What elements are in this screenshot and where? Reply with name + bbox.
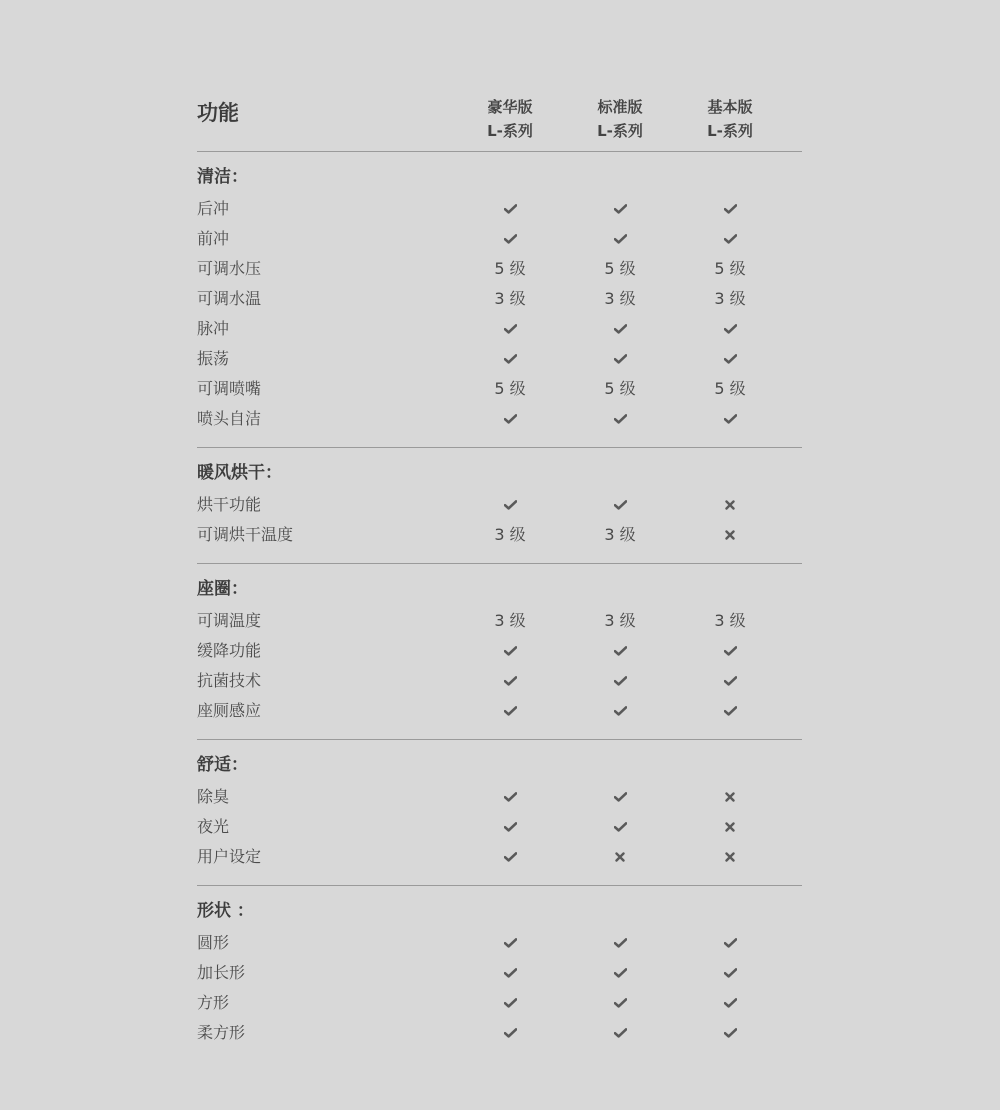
check-icon (685, 988, 775, 1018)
check-icon (575, 812, 665, 842)
table-row (197, 666, 802, 696)
feature-label: 缓降功能 (197, 641, 262, 660)
feature-label: 可调水温 (197, 289, 262, 308)
check-icon (465, 812, 555, 842)
check-icon (685, 344, 775, 374)
column-header-deluxe (465, 95, 555, 143)
check-icon (465, 1018, 555, 1048)
column-series: L-系列 (707, 122, 753, 140)
section-title: 座圈： (197, 579, 248, 599)
section-title: 暖风烘干： (197, 463, 282, 483)
section (197, 152, 802, 448)
check-icon (465, 194, 555, 224)
level-value: 3 级 (604, 289, 636, 308)
section (197, 564, 802, 740)
check-icon (685, 314, 775, 344)
level-value: 3 级 (714, 289, 746, 308)
table-row (197, 958, 802, 988)
table-row (197, 812, 802, 842)
table-row (197, 842, 802, 872)
table-row (197, 696, 802, 726)
feature-label: 可调烘干温度 (197, 525, 294, 544)
column-series: L-系列 (597, 122, 643, 140)
table-header (197, 92, 802, 152)
check-icon (685, 696, 775, 726)
check-icon (465, 666, 555, 696)
check-icon (575, 314, 665, 344)
feature-label: 柔方形 (197, 1023, 246, 1042)
check-icon (465, 490, 555, 520)
level-value: 5 级 (604, 259, 636, 278)
check-icon (575, 404, 665, 434)
section-title: 清洁： (197, 167, 248, 187)
feature-label: 振荡 (197, 349, 230, 368)
check-icon (685, 194, 775, 224)
table-row (197, 254, 802, 284)
feature-label: 方形 (197, 993, 230, 1012)
table-row (197, 782, 802, 812)
feature-label: 除臭 (197, 787, 230, 806)
feature-label: 后冲 (197, 199, 230, 218)
check-icon (575, 666, 665, 696)
feature-label: 喷头自洁 (197, 409, 262, 428)
table-row (197, 404, 802, 434)
check-icon (685, 636, 775, 666)
check-icon (465, 696, 555, 726)
check-icon (575, 194, 665, 224)
check-icon (685, 928, 775, 958)
level-value: 3 级 (494, 525, 526, 544)
check-icon (465, 636, 555, 666)
feature-label: 圆形 (197, 933, 230, 952)
column-name: 豪华版 (487, 98, 533, 116)
check-icon (465, 314, 555, 344)
check-icon (575, 1018, 665, 1048)
level-value: 5 级 (714, 379, 746, 398)
feature-label: 抗菌技术 (197, 671, 262, 690)
check-icon (575, 344, 665, 374)
check-icon (575, 782, 665, 812)
column-name: 基本版 (707, 98, 753, 116)
table-row (197, 606, 802, 636)
feature-label: 用户设定 (197, 847, 262, 866)
table-row (197, 520, 802, 550)
column-series: L-系列 (487, 122, 533, 140)
cross-icon (685, 782, 775, 812)
check-icon (575, 224, 665, 254)
check-icon (575, 696, 665, 726)
level-value: 3 级 (604, 611, 636, 630)
column-header-standard (575, 95, 665, 143)
section (197, 886, 802, 1061)
check-icon (465, 344, 555, 374)
cross-icon (685, 520, 775, 550)
table-row (197, 314, 802, 344)
feature-label: 烘干功能 (197, 495, 262, 514)
check-icon (465, 928, 555, 958)
table-body (197, 152, 802, 1061)
feature-label: 脉冲 (197, 319, 230, 338)
check-icon (575, 988, 665, 1018)
check-icon (685, 1018, 775, 1048)
check-icon (575, 958, 665, 988)
feature-label: 前冲 (197, 229, 230, 248)
check-icon (575, 636, 665, 666)
check-icon (465, 842, 555, 872)
feature-label: 座厕感应 (197, 701, 262, 720)
check-icon (685, 666, 775, 696)
check-icon (685, 224, 775, 254)
level-value: 5 级 (494, 259, 526, 278)
cross-icon (685, 490, 775, 520)
table-row (197, 194, 802, 224)
table-row (197, 224, 802, 254)
section-title: 形状 ： (197, 901, 254, 921)
check-icon (685, 404, 775, 434)
check-icon (465, 958, 555, 988)
level-value: 3 级 (494, 611, 526, 630)
feature-label: 加长形 (197, 963, 246, 982)
section (197, 740, 802, 886)
column-header-basic (685, 95, 775, 143)
feature-comparison-table (197, 92, 802, 1061)
table-row (197, 374, 802, 404)
column-name: 标准版 (597, 98, 643, 116)
check-icon (465, 224, 555, 254)
table-row (197, 344, 802, 374)
section-title: 舒适： (197, 755, 248, 775)
table-row (197, 928, 802, 958)
table-row (197, 636, 802, 666)
level-value: 5 级 (714, 259, 746, 278)
feature-label: 可调温度 (197, 611, 262, 630)
feature-label: 夜光 (197, 817, 230, 836)
level-value: 5 级 (494, 379, 526, 398)
feature-label: 可调水压 (197, 259, 262, 278)
check-icon (685, 958, 775, 988)
check-icon (575, 928, 665, 958)
table-row (197, 1018, 802, 1048)
cross-icon (685, 812, 775, 842)
level-value: 3 级 (494, 289, 526, 308)
table-row (197, 988, 802, 1018)
table-row (197, 284, 802, 314)
check-icon (575, 490, 665, 520)
check-icon (465, 404, 555, 434)
cross-icon (685, 842, 775, 872)
table-row (197, 490, 802, 520)
check-icon (465, 782, 555, 812)
cross-icon (575, 842, 665, 872)
table-title: 功能 (197, 101, 239, 125)
level-value: 5 级 (604, 379, 636, 398)
check-icon (465, 988, 555, 1018)
section (197, 448, 802, 564)
feature-label: 可调喷嘴 (197, 379, 262, 398)
level-value: 3 级 (714, 611, 746, 630)
level-value: 3 级 (604, 525, 636, 544)
